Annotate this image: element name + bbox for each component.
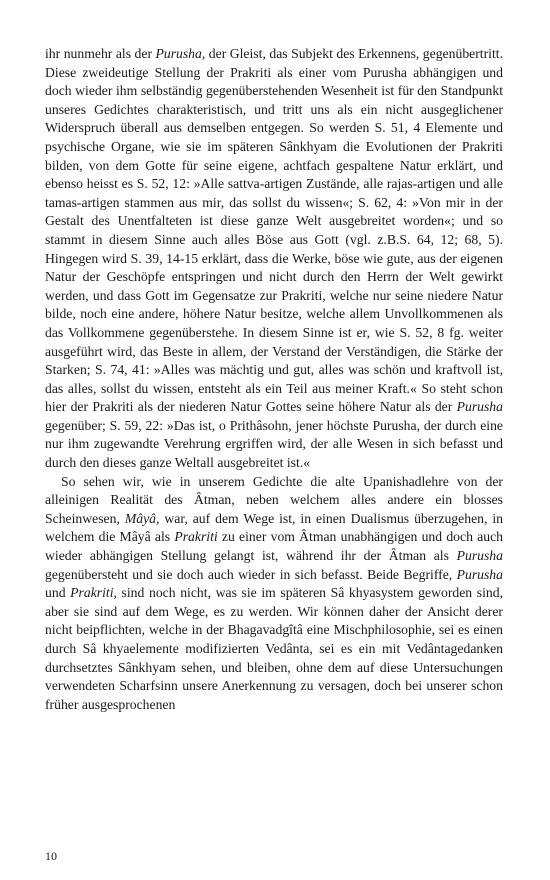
text-run-italic: Mâyâ, — [124, 510, 160, 526]
text-run-italic: Purusha — [456, 548, 503, 564]
text-run: gegenübersteht und sie doch auch wieder in sich befasst. Beide Begriffe, — [45, 566, 457, 582]
text-run-italic: Purusha — [456, 399, 503, 415]
text-run: sind noch nicht, was sie im späteren Sâ khyasystem geworden sind, aber sie sind auf dem Wege, es zu werden. Wir können daher der Ansicht derer nicht beipflichten, welche in der Bhagavadgîtâ eine Mischphilosophie, sei es einen durch Sâ khyaelemente modifizierten Vedânta, sei es ein mit Vedântagedanken durchsetztes Sânkhyam sehen, und bleiben, ohne dem auf diese Untersuchungen verwendeten Scharfsinn unsere Anerkennung zu versagen, doch bei unserer schon früher ausgesprochenen — [45, 585, 504, 712]
page-number: 10 — [45, 849, 57, 863]
text-run: zu einer vom Âtman unabhängigen und doch auch wieder abhängigen Stellung gelangt ist, während ihr der Âtman als — [45, 529, 503, 564]
page-body — [45, 45, 503, 714]
text-run: ihr nunmehr als der — [45, 46, 156, 61]
text-run: war, auf dem Wege ist, in einen Dualismus überzugehen, in welchem die Mâyâ als — [45, 510, 503, 545]
text-run: gegenüber; S. 59, 22: »Das ist, o Prithâsohn, jener höchste Purusha, der durch eine nur ihm zugewandte Verehrung ergriffen wird, der alle Wesen in sich befasst und durch den dieses ganze Weltall ausgebreitet ist.« — [45, 417, 503, 471]
text-run-italic: Prakriti — [174, 529, 218, 545]
text-run: und — [45, 585, 71, 601]
text-run: So sehen wir, wie in unserem Gedichte die alte Upanishadlehre von der alleinigen Realität des Âtman, neben welchem alles andere ein blosses Scheinwesen, — [45, 473, 503, 526]
text-run-italic: Purusha, — [155, 46, 206, 61]
text-run-italic: Prakriti, — [70, 585, 117, 601]
text-run: der Gleist, das Subjekt des Erkennens, gegenübertritt. Diese zweideutige Stellung der Prakriti als einer vom Purusha abhängigen und doch wieder ihm selbständig gegenüberstehenden Wesenheit ist für den Standpunkt unseres Gedichtes charakteristisch, und tritt uns als ein nicht ausgeglichener Widerspruch überall aus demselben entgegen. So werden S. 51, 4 Elemente und psychische Organe, wie sie im späteren Sânkhyam die Evolutionen der Prakriti bilden, von dem Gotte für seine eigene, achtfach gespaltene Natur erklärt, und ebenso heisst es S. 52, 12: »Alle sattva-artigen Zustände, alle rajas-artigen und alle tamas-artigen stammen aus mir, das sollst du wissen«; S. 62, 4: »Von mir in der Gestalt des Unentfalteten ist diese ganze Welt ausgebreitet worden«; und so stammt in diesem Sinne auch alles Böse aus Gott (vgl. z.B.S. 64, 12; 68, 5). Hingegen wird S. 39, 14-15 erklärt, dass die Werke, böse wie gute, aus der eigenen Natur der Geschöpfe entspringen und nicht durch den Herrn der Welt gewirkt werden, und dass Gott im Gegensatze zur Prakriti, welche nur seine niedere Natur bilde, noch eine andere, höhere Natur besitze, welche allem Unvollkommenen als das Vollkommene gegenüberstehe. In diesem Sinne ist er, wie S. 52, 8 fg. weiter ausgeführt wird, das Beste in allem, der Verstand der Verständigen, die Stärke der Starken; S. 74, 41: »Alles was mächtig und gut, alles was schön und kraftvoll ist, das alles, sollst du wissen, entsteht als ein Teil aus meiner Kraft.« So steht schon hier der Prakriti als der niederen Natur Gottes seine höhere Natur als der — [45, 46, 503, 415]
paragraph-1 — [45, 45, 503, 473]
paragraph-2 — [45, 473, 503, 715]
text-run-italic: Purusha — [456, 566, 503, 582]
